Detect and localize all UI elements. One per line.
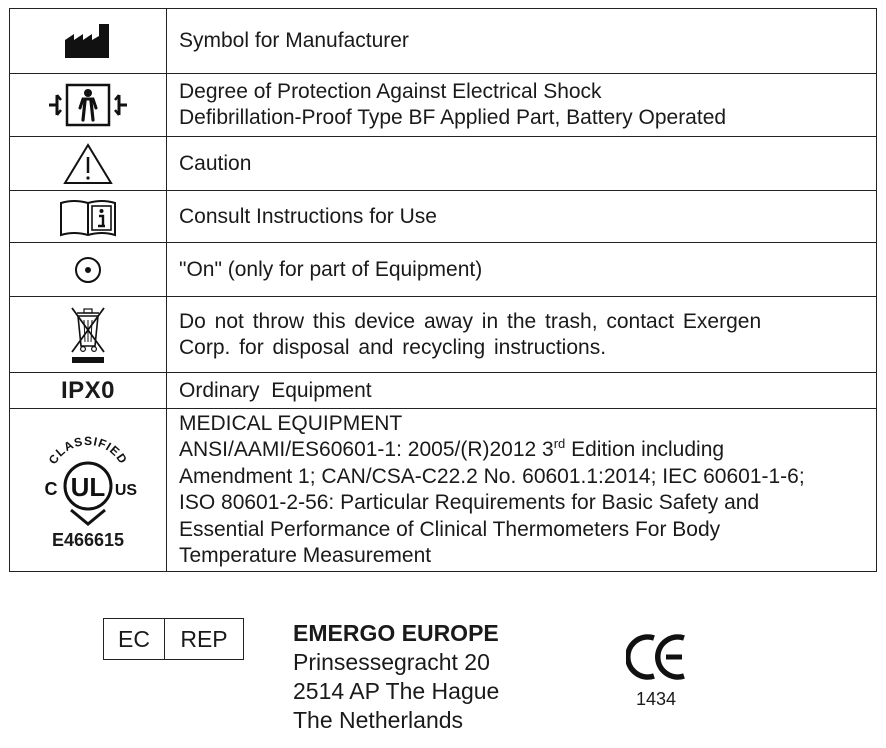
description-text: Ordinary Equipment <box>179 378 372 402</box>
description-text: Essential Performance of Clinical Thermometers For Body <box>179 517 721 541</box>
symbol-cell <box>10 243 167 297</box>
symbol-cell <box>10 373 167 409</box>
symbol-cell <box>10 9 167 74</box>
authorized-representative-address <box>293 619 499 735</box>
power-on-icon <box>73 255 103 285</box>
address-line: 2514 AP The Hague <box>293 678 500 704</box>
ipx0-rating: IPX0 <box>60 376 116 404</box>
weee-crossed-bin-icon <box>68 304 108 366</box>
description-text: MEDICAL EQUIPMENT <box>179 411 403 435</box>
ce-mark-icon <box>626 632 690 682</box>
symbol-cell <box>10 137 167 191</box>
ec-rep-right: REP <box>180 625 228 652</box>
address-line: The Netherlands <box>293 707 464 733</box>
table-row <box>10 9 877 74</box>
description-text: ISO 80601-2-56: Particular Requirements for Basic Safety and <box>179 491 760 514</box>
ul-center-text: UL <box>70 472 106 502</box>
ec-rep-left: EC <box>104 619 165 659</box>
type-bf-defibrillation-proof-icon <box>43 82 133 128</box>
ul-right-text: US <box>114 482 138 499</box>
table-row <box>10 243 877 297</box>
description-text: Do not throw this device away in the trash, contact Exergen <box>179 309 762 333</box>
description-text: "On" (only for part of Equipment) <box>179 257 483 281</box>
description-text: Caution <box>179 151 252 175</box>
ul-classified-text: CLASSIFIED <box>45 433 131 467</box>
table-row <box>10 409 877 572</box>
description-cell <box>167 191 877 243</box>
consult-instructions-icon <box>58 197 118 237</box>
description-text: Corp. for disposal and recycling instructions. <box>179 335 607 359</box>
table-row <box>10 74 877 137</box>
table-row <box>10 137 877 191</box>
description-text: Consult Instructions for Use <box>179 204 437 228</box>
description-cell <box>167 74 877 137</box>
table-row <box>10 373 877 409</box>
symbol-cell <box>10 74 167 137</box>
description-text: Temperature Measurement <box>179 544 432 567</box>
description-text: ANSI/AAMI/ES60601-1: 2005/(R)2012 3rd Edition including <box>179 436 725 461</box>
description-cell <box>167 243 877 297</box>
ec-rep-symbol <box>103 618 244 660</box>
table-row <box>10 191 877 243</box>
symbol-cell <box>10 191 167 243</box>
description-cell <box>167 9 877 74</box>
symbols-table <box>9 8 877 572</box>
representative-name: EMERGO EUROPE <box>293 620 499 646</box>
description-cell <box>167 373 877 409</box>
address-line: Prinsessegracht 20 <box>293 649 490 675</box>
description-cell <box>167 137 877 191</box>
ul-file-number: E466615 <box>51 530 125 550</box>
description-cell <box>167 297 877 373</box>
symbol-cell <box>10 297 167 373</box>
description-text: Degree of Protection Against Electrical Shock <box>179 80 602 103</box>
ul-left-text: C <box>44 479 58 499</box>
ul-classified-mark-icon <box>33 420 143 560</box>
description-cell <box>167 409 877 572</box>
description-text: Amendment 1; CAN/CSA-C22.2 No. 60601.1:2014; IEC 60601-1-6; <box>179 464 805 488</box>
caution-icon <box>62 142 114 186</box>
description-text: Defibrillation-Proof Type BF Applied Part, Battery Operated <box>179 106 727 129</box>
description-text: Symbol for Manufacturer <box>179 29 409 52</box>
symbol-cell <box>10 409 167 572</box>
manufacturer-icon <box>63 24 113 58</box>
notified-body-number: 1434 <box>636 689 677 709</box>
table-row <box>10 297 877 373</box>
